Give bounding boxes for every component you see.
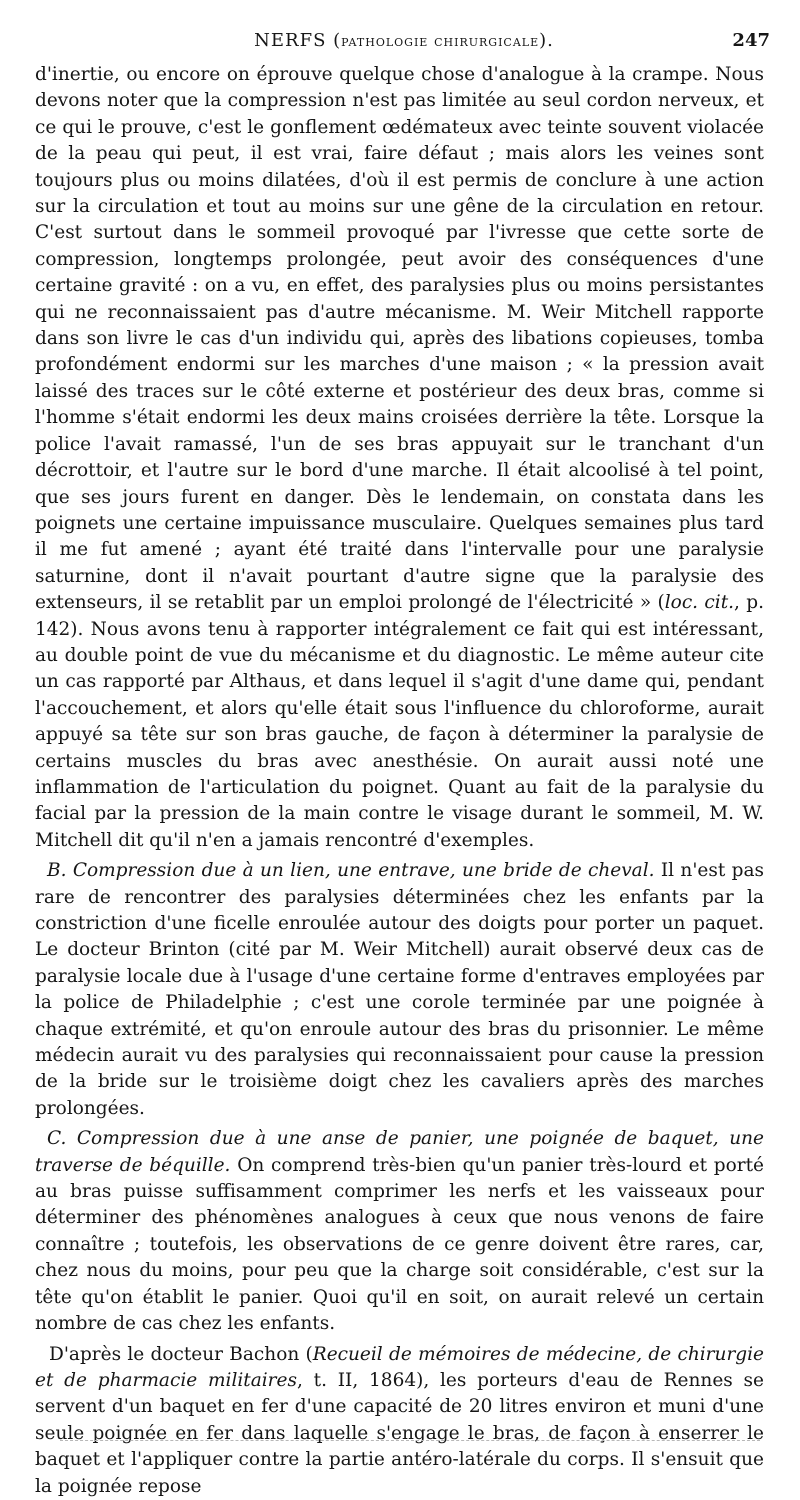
paragraph-bachon-text: , t. II, 1864), les porteurs d'eau de Rennes se servent d'un baquet en fer d'une capacité de 20 litres environ et muni d'une seule poignée en fer dans laquelle s'engage le bras, de façon à enserrer le baquet et l'appliquer contre la partie antéro-latérale du corps. Il s'ensuit que la poignée repose (35, 1369, 764, 1497)
citation-recueil: Recueil de mémoires de médecine, de chirurgie et de pharmacie militaires (35, 1343, 764, 1391)
paragraph-text: d'inertie, ou encore on éprouve quelque chose d'analogue à la crampe. Nous devons noter que la compression n'est pas limitée au seul cordon nerveux, et ce qui le prouve, c'est le gonflement œdémateux avec teinte souvent violacée de la peau qui peut, il est vrai, faire défaut ; mais alors les veines sont toujours plus ou moins dilatées, d'où il est permis de conclure à une action sur la circulation et tout au moins sur une gêne de la circulation en retour. C'est surtout dans le sommeil provoqué par l'ivresse que cette sorte de compression, longtemps prolongée, peut avoir des conséquences d'une certaine gravité : on a vu, en effet, des paralysies plus ou moins persistantes qui ne reconnaissaient pas d'autre mécanisme. M. Weir Mitchell rapporte dans son livre le cas d'un individu qui, après des libations copieuses, tomba profondément endormi sur les marches d'une maison ; « la pression avait laissé des traces sur le côté externe et postérieur des deux bras, comme si l'homme s'était endormi les deux mains croisées derrière la tête. Lorsque la police l'avait ramassé, l'un de ses bras appuyait sur le tranchant d'un décrottoir, et l'autre sur le bord d'une marche. Il était alcoolisé à tel point, que ses jours furent en danger. Dès le lendemain, on constata dans les poignets une certaine impuissance musculaire. Quelques semaines plus tard il me fut amené ; ayant été traité dans l'intervalle pour une paralysie saturnine, dont il n'avait pourtant d'autre signe que la paralysie des extenseurs, il se retablit par un emploi prolongé de l'électricité » ( (35, 64, 764, 614)
body-text (35, 62, 764, 1500)
bleed-through-line (60, 1440, 760, 1441)
paragraph-continuation (35, 62, 764, 854)
section-c-heading: C. Compression due à une anse de panier, une poignée de baquet, une traverse de béquille. (35, 1128, 764, 1176)
section-b-text: Il n'est pas rare de rencontrer des paralysies déterminées chez les enfants par la constriction d'une ficelle enroulée autour des doigts pour porter un paquet. Le docteur Brinton (cité par M. Weir Mitchell) aurait observé deux cas de paralysie locale due à l'usage d'une certaine forme d'entraves employées par la police de Philadelphie ; c'est une corole terminée par une poignée à chaque extrémité, et qu'on enroule autour des bras du prisonnier. Le même médecin aurait vu des paralysies qui reconnaissaient pour cause la pression de la bride sur le troisième doigt chez les cavaliers après des marches prolongées. (35, 860, 764, 1119)
paragraph-bachon (35, 1342, 764, 1500)
page-number: 247 (732, 30, 770, 51)
running-title-end: ). (539, 30, 554, 51)
running-title (38, 30, 770, 51)
running-title-main: NERFS ( (254, 30, 342, 51)
citation: loc. cit. (664, 592, 735, 614)
section-b (35, 858, 764, 1122)
running-title-sub: pathologie chirurgicale (341, 32, 540, 50)
section-b-heading: B. Compression due à un lien, une entrave, une bride de cheval. (47, 860, 655, 882)
section-c (35, 1126, 764, 1337)
paragraph-bachon-start: D'après le docteur Bachon ( (49, 1343, 313, 1365)
section-c-text: On comprend très-bien qu'un panier très-lourd et porté au bras puisse suffisamment comprimer les nerfs et les vaisseaux pour déterminer des phénomènes analogues à ceux que nous venons de faire connaître ; toutefois, les observations de ce genre doivent être rares, car, chez nous du moins, pour peu que la charge soit considérable, c'est sur la tête qu'on établit le panier. Quoi qu'il en soit, on aurait relevé un certain nombre de cas chez les enfants. (35, 1154, 764, 1335)
paragraph-text-cont: , p. 142). Nous avons tenu à rapporter intégralement ce fait qui est intéressant, au double point de vue du mécanisme et du diagnostic. Le même auteur cite un cas rapporté par Althaus, et dans lequel il s'agit d'une dame qui, pendant l'accouchement, et alors qu'elle était sous l'influence du chloroforme, aurait appuyé sa tête sur son bras gauche, de façon à déterminer la paralysie de certains muscles du bras avec anesthésie. On aurait aussi noté une inflammation de l'articulation du poignet. Quant au fait de la paralysie du facial par la pression de la main contre le visage durant le sommeil, M. W. Mitchell dit qu'il n'en a jamais rencontré d'exemples. (35, 592, 765, 851)
page-header (38, 30, 770, 56)
